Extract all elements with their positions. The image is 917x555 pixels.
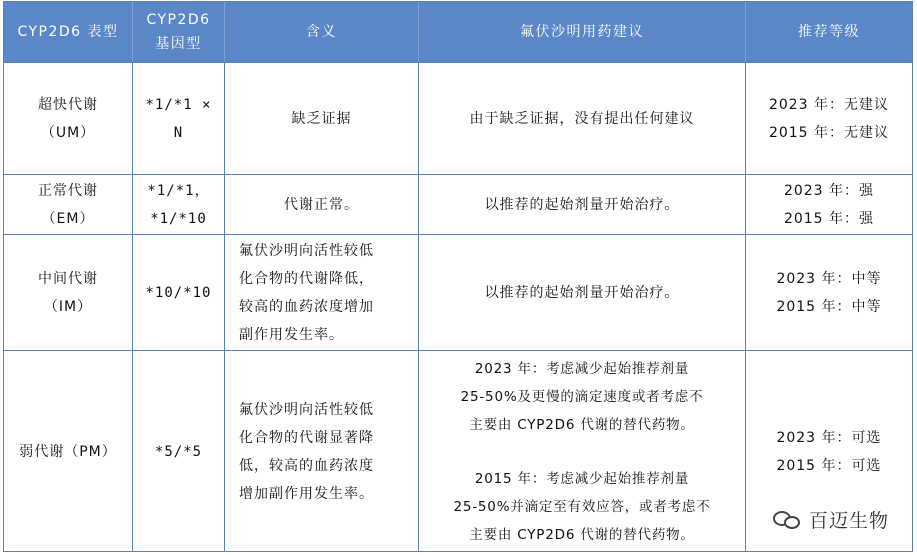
phenotype-cell bbox=[4, 350, 132, 552]
advice-line: 2015 年：考虑减少起始推荐剂量 bbox=[474, 470, 690, 487]
header-genotype-label-1: CYP2D6 bbox=[146, 12, 211, 28]
cpic-fluvoxamine-table bbox=[3, 1, 913, 552]
meaning-line: 较高的血药浓度增加 bbox=[239, 298, 374, 315]
meaning-line: 氟伏沙明向活性较低 bbox=[239, 401, 374, 418]
table-header-row bbox=[4, 2, 912, 62]
grade-2023: 2023 年：可选 bbox=[776, 429, 882, 446]
grade-2015: 2015 年：可选 bbox=[776, 457, 882, 474]
phenotype-text: 正常代谢 bbox=[38, 182, 98, 199]
grade-2023: 2023 年：中等 bbox=[776, 270, 882, 287]
meaning-cell bbox=[224, 62, 418, 174]
header-grade-label: 推荐等级 bbox=[798, 24, 860, 40]
header-phenotype-label: CYP2D6 表型 bbox=[17, 24, 119, 40]
header-advice bbox=[418, 2, 745, 62]
header-grade bbox=[745, 2, 912, 62]
genotype-text: *5/*5 bbox=[154, 443, 203, 460]
genotype-text-2: *1/*10 bbox=[150, 210, 207, 227]
genotype-cell bbox=[132, 350, 224, 552]
phenotype-cell bbox=[4, 174, 132, 234]
advice-line: 2023 年：考虑减少起始推荐剂量 bbox=[474, 360, 690, 377]
watermark bbox=[773, 506, 889, 533]
advice-cell bbox=[418, 234, 745, 350]
grade-2015: 2015 年：中等 bbox=[776, 298, 882, 315]
header-genotype bbox=[132, 2, 224, 62]
table-row-em bbox=[4, 174, 912, 234]
header-phenotype bbox=[4, 2, 132, 62]
genotype-cell bbox=[132, 62, 224, 174]
grade-2015: 2015 年：强 bbox=[783, 210, 875, 227]
meaning-cell bbox=[224, 234, 418, 350]
grade-cell bbox=[745, 174, 912, 234]
meaning-line: 化合物的代谢降低， bbox=[239, 270, 374, 287]
advice-cell bbox=[418, 62, 745, 174]
genotype-cell bbox=[132, 234, 224, 350]
wechat-icon bbox=[773, 509, 803, 531]
header-genotype-label-2: 基因型 bbox=[155, 36, 202, 52]
meaning-line: 氟伏沙明向活性较低 bbox=[239, 242, 374, 259]
meaning-text: 代谢正常。 bbox=[284, 196, 359, 213]
grade-2023: 2023 年：强 bbox=[783, 182, 875, 199]
advice-line: 主要由 CYP2D6 代谢的替代药物。 bbox=[469, 526, 695, 543]
genotype-text: *10/*10 bbox=[145, 284, 212, 301]
table-row-um bbox=[4, 62, 912, 174]
genotype-text: *1/*1， bbox=[147, 182, 210, 199]
header-advice-label: 氟伏沙明用药建议 bbox=[520, 24, 644, 40]
meaning-cell bbox=[224, 350, 418, 552]
advice-line: 主要由 CYP2D6 代谢的替代药物。 bbox=[469, 416, 695, 433]
phenotype-text: 超快代谢 bbox=[38, 96, 98, 113]
advice-text: 由于缺乏证据，没有提出任何建议 bbox=[469, 110, 695, 127]
genotype-text-2: N bbox=[173, 124, 184, 141]
header-meaning bbox=[224, 2, 418, 62]
grade-cell bbox=[745, 62, 912, 174]
table-row-im bbox=[4, 234, 912, 350]
advice-cell bbox=[418, 174, 745, 234]
genotype-text: *1/*1 × bbox=[145, 96, 212, 113]
advice-cell bbox=[418, 350, 745, 552]
advice-line: 25-50%并滴定至有效应答，或者考虑不 bbox=[453, 498, 711, 515]
meaning-line: 低，较高的血药浓度 bbox=[239, 457, 374, 474]
watermark-text: 百迈生物 bbox=[808, 510, 889, 532]
meaning-line: 化合物的代谢显著降 bbox=[239, 429, 374, 446]
genotype-cell bbox=[132, 174, 224, 234]
advice-text: 以推荐的起始剂量开始治疗。 bbox=[484, 196, 680, 213]
phenotype-abbr: （IM） bbox=[43, 298, 93, 315]
phenotype-text: 中间代谢 bbox=[38, 270, 98, 287]
phenotype-text: 弱代谢（PM） bbox=[19, 443, 117, 460]
phenotype-abbr: （UM） bbox=[40, 124, 96, 141]
meaning-text: 缺乏证据 bbox=[291, 110, 352, 127]
phenotype-cell bbox=[4, 62, 132, 174]
advice-line: 25-50%及更慢的滴定速度或者考虑不 bbox=[460, 388, 704, 405]
phenotype-cell bbox=[4, 234, 132, 350]
phenotype-abbr: （EM） bbox=[41, 210, 95, 227]
meaning-cell bbox=[224, 174, 418, 234]
meaning-line: 副作用发生率。 bbox=[239, 326, 344, 343]
advice-text: 以推荐的起始剂量开始治疗。 bbox=[484, 284, 680, 301]
header-meaning-label: 含义 bbox=[306, 24, 337, 40]
grade-2015: 2015 年：无建议 bbox=[768, 124, 890, 141]
grade-2023: 2023 年：无建议 bbox=[768, 96, 890, 113]
grade-cell bbox=[745, 234, 912, 350]
meaning-line: 增加副作用发生率。 bbox=[239, 485, 374, 502]
